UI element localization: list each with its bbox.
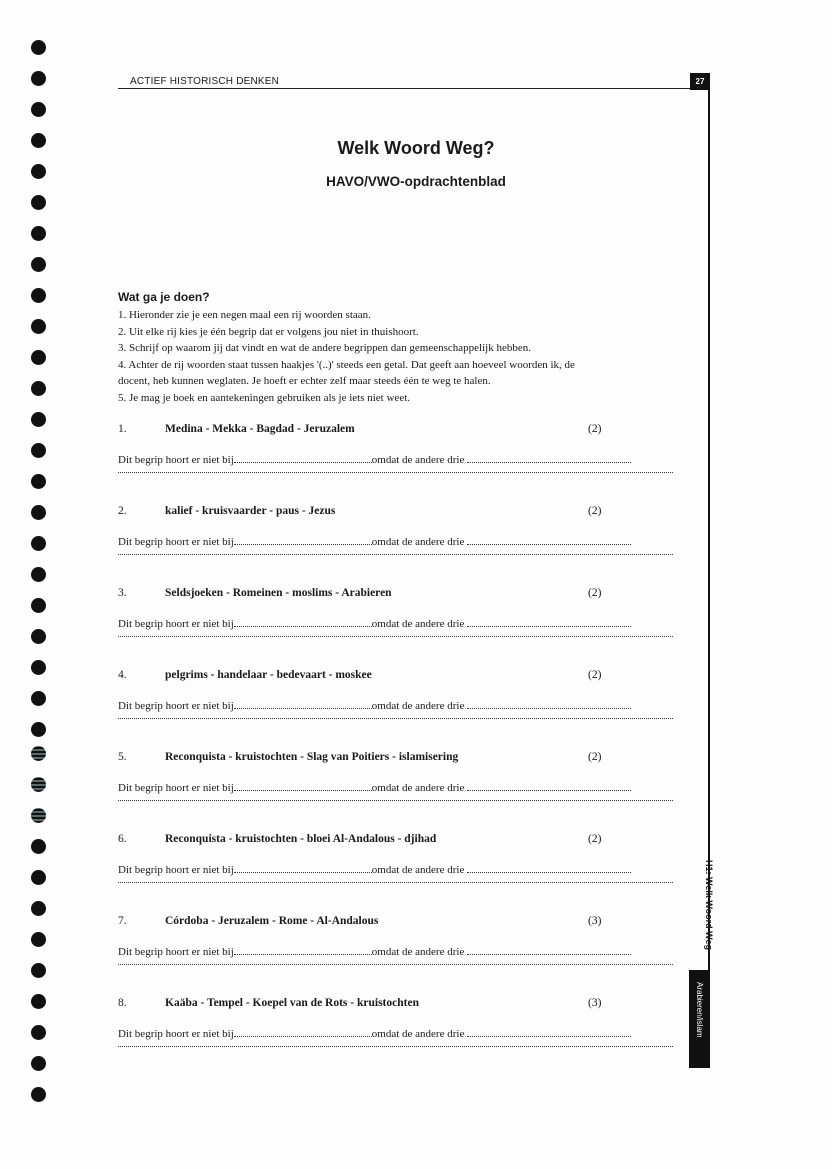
answer-blank-excluded-word[interactable] <box>234 452 372 463</box>
answer-prefix: Dit begrip hoort er niet bij <box>118 782 234 794</box>
answer-prefix: Dit begrip hoort er niet bij <box>118 700 234 712</box>
question-item <box>118 915 678 985</box>
question-number: 1. <box>118 423 127 435</box>
binder-hole <box>31 660 46 675</box>
answer-middle: omdat de andere drie <box>371 618 468 630</box>
question-words: Reconquista - kruistochten - bloei Al-Andalous - djihad <box>165 833 437 845</box>
question-count: (2) <box>588 423 602 435</box>
instruction-line: docent, heb kunnen weglaten. Je hoeft er echter zelf maar steeds één te weg te halen. <box>118 375 491 387</box>
answer-prefix: Dit begrip hoort er niet bij <box>118 536 234 548</box>
binder-hole <box>31 195 46 210</box>
answer-blank-continuation[interactable] <box>118 554 673 555</box>
answer-blank-excluded-word[interactable] <box>234 534 372 545</box>
answer-line <box>118 698 678 712</box>
answer-blank-continuation[interactable] <box>118 636 673 637</box>
question-number: 2. <box>118 505 127 517</box>
question-words: pelgrims - handelaar - bedevaart - moskee <box>165 669 372 681</box>
question-item <box>118 751 678 821</box>
answer-line <box>118 862 678 876</box>
side-chapter-label <box>702 860 716 960</box>
answer-blank-excluded-word[interactable] <box>234 944 372 955</box>
answer-blank-excluded-word[interactable] <box>234 780 372 791</box>
answer-blank-continuation[interactable] <box>118 800 673 801</box>
binder-hole <box>31 598 46 613</box>
binder-hole <box>31 994 46 1009</box>
question-item <box>118 669 678 739</box>
binder-hole <box>31 963 46 978</box>
answer-line <box>118 1026 678 1040</box>
answer-middle: omdat de andere drie <box>371 864 468 876</box>
binder-hole <box>31 901 46 916</box>
answer-line <box>118 780 678 794</box>
answer-blank-reason[interactable] <box>467 452 631 463</box>
question-count: (2) <box>588 505 602 517</box>
question-item <box>118 505 678 575</box>
question-words: Medina - Mekka - Bagdad - Jeruzalem <box>165 423 355 435</box>
answer-middle: omdat de andere drie <box>371 700 468 712</box>
answer-prefix: Dit begrip hoort er niet bij <box>118 454 234 466</box>
answer-blank-reason[interactable] <box>467 780 631 791</box>
binder-hole <box>31 777 46 792</box>
answer-line <box>118 616 678 630</box>
answer-blank-reason[interactable] <box>467 616 631 627</box>
answer-blank-continuation[interactable] <box>118 472 673 473</box>
binder-hole <box>31 536 46 551</box>
instruction-line: 4. Achter de rij woorden staat tussen haakjes '(..)' steeds een getal. Dat geeft aan hoeveel woorden ik, de <box>118 358 575 371</box>
answer-prefix: Dit begrip hoort er niet bij <box>118 618 234 630</box>
instruction-line: 1. Hieronder zie je een negen maal een rij woorden staan. <box>118 309 371 321</box>
question-words: Reconquista - kruistochten - Slag van Poitiers - islamisering <box>165 751 459 763</box>
question-words: kalief - kruisvaarder - paus - Jezus <box>165 505 336 517</box>
side-tab <box>689 970 710 1068</box>
side-chapter-label-text: H1: Welk Woord Weg <box>704 860 714 951</box>
question-number: 6. <box>118 833 127 845</box>
header-rule <box>118 88 690 89</box>
answer-middle: omdat de andere drie <box>371 946 468 958</box>
answer-blank-continuation[interactable] <box>118 1046 673 1047</box>
binder-hole <box>31 567 46 582</box>
answer-blank-reason[interactable] <box>467 862 631 873</box>
answer-line <box>118 944 678 958</box>
answer-line <box>118 452 678 466</box>
question-count: (3) <box>588 915 602 927</box>
question-count: (2) <box>588 669 602 681</box>
question-count: (2) <box>588 751 602 763</box>
answer-blank-excluded-word[interactable] <box>234 698 372 709</box>
answer-line <box>118 534 678 548</box>
binder-hole <box>31 629 46 644</box>
binder-hole <box>31 1025 46 1040</box>
question-item <box>118 997 678 1067</box>
answer-middle: omdat de andere drie <box>371 536 468 548</box>
instructions-heading: Wat ga je doen? <box>118 290 210 304</box>
binder-hole <box>31 722 46 737</box>
answer-blank-excluded-word[interactable] <box>234 1026 372 1037</box>
answer-middle: omdat de andere drie <box>371 1028 468 1040</box>
question-words: Córdoba - Jeruzalem - Rome - Al-Andalous <box>165 915 379 927</box>
binder-hole <box>31 808 46 823</box>
question-count: (2) <box>588 587 602 599</box>
question-number: 4. <box>118 669 127 681</box>
answer-blank-excluded-word[interactable] <box>234 616 372 627</box>
instruction-line: 5. Je mag je boek en aantekeningen gebruiken als je iets niet weet. <box>118 391 411 404</box>
binder-hole <box>31 1087 46 1102</box>
running-header: ACTIEF HISTORISCH DENKEN <box>130 76 280 87</box>
answer-blank-continuation[interactable] <box>118 718 673 719</box>
answer-middle: omdat de andere drie <box>371 454 468 466</box>
binder-hole <box>31 319 46 334</box>
question-number: 3. <box>118 587 127 599</box>
binder-hole <box>31 839 46 854</box>
binder-hole <box>31 102 46 117</box>
question-number: 5. <box>118 751 127 763</box>
question-item <box>118 833 678 903</box>
binder-hole <box>31 288 46 303</box>
answer-middle: omdat de andere drie <box>371 782 468 794</box>
question-item <box>118 423 678 493</box>
binder-hole <box>31 40 46 55</box>
answer-blank-reason[interactable] <box>467 1026 631 1037</box>
binder-hole <box>31 474 46 489</box>
answer-blank-reason[interactable] <box>467 698 631 709</box>
instructions <box>118 290 678 406</box>
binder-hole <box>31 870 46 885</box>
binder-hole <box>31 412 46 427</box>
binder-hole <box>31 1056 46 1071</box>
question-words: Kaäba - Tempel - Koepel van de Rots - kruistochten <box>165 997 419 1009</box>
binder-hole <box>31 691 46 706</box>
binder-hole <box>31 443 46 458</box>
page-title: Welk Woord Weg? <box>337 138 495 158</box>
binder-hole <box>31 226 46 241</box>
question-item <box>118 587 678 657</box>
question-words: Seldsjoeken - Romeinen - moslims - Arabieren <box>165 587 392 599</box>
question-count: (2) <box>588 833 602 845</box>
binder-hole <box>31 746 46 761</box>
answer-blank-excluded-word[interactable] <box>234 862 372 873</box>
answer-blank-continuation[interactable] <box>118 964 673 965</box>
instruction-line: 2. Uit elke rij kies je één begrip dat er volgens jou niet in thuishoort. <box>118 325 419 338</box>
binder-hole <box>31 71 46 86</box>
binder-hole <box>31 381 46 396</box>
answer-prefix: Dit begrip hoort er niet bij <box>118 1028 234 1040</box>
page-subtitle: HAVO/VWO-opdrachtenblad <box>326 174 506 189</box>
instruction-line: 3. Schrijf op waarom jij dat vindt en wat de andere begrippen dan gemeenschappelijk hebben. <box>118 342 531 354</box>
binder-hole <box>31 932 46 947</box>
question-number: 7. <box>118 915 127 927</box>
question-number: 8. <box>118 997 127 1009</box>
side-tab-label: Arabieren/islam <box>695 982 704 1038</box>
answer-blank-reason[interactable] <box>467 534 631 545</box>
page-number: 27 <box>690 73 710 90</box>
answer-blank-reason[interactable] <box>467 944 631 955</box>
binder-hole <box>31 350 46 365</box>
answer-blank-continuation[interactable] <box>118 882 673 883</box>
answer-prefix: Dit begrip hoort er niet bij <box>118 864 234 876</box>
binder-hole <box>31 505 46 520</box>
binder-hole <box>31 257 46 272</box>
question-count: (3) <box>588 997 602 1009</box>
answer-prefix: Dit begrip hoort er niet bij <box>118 946 234 958</box>
